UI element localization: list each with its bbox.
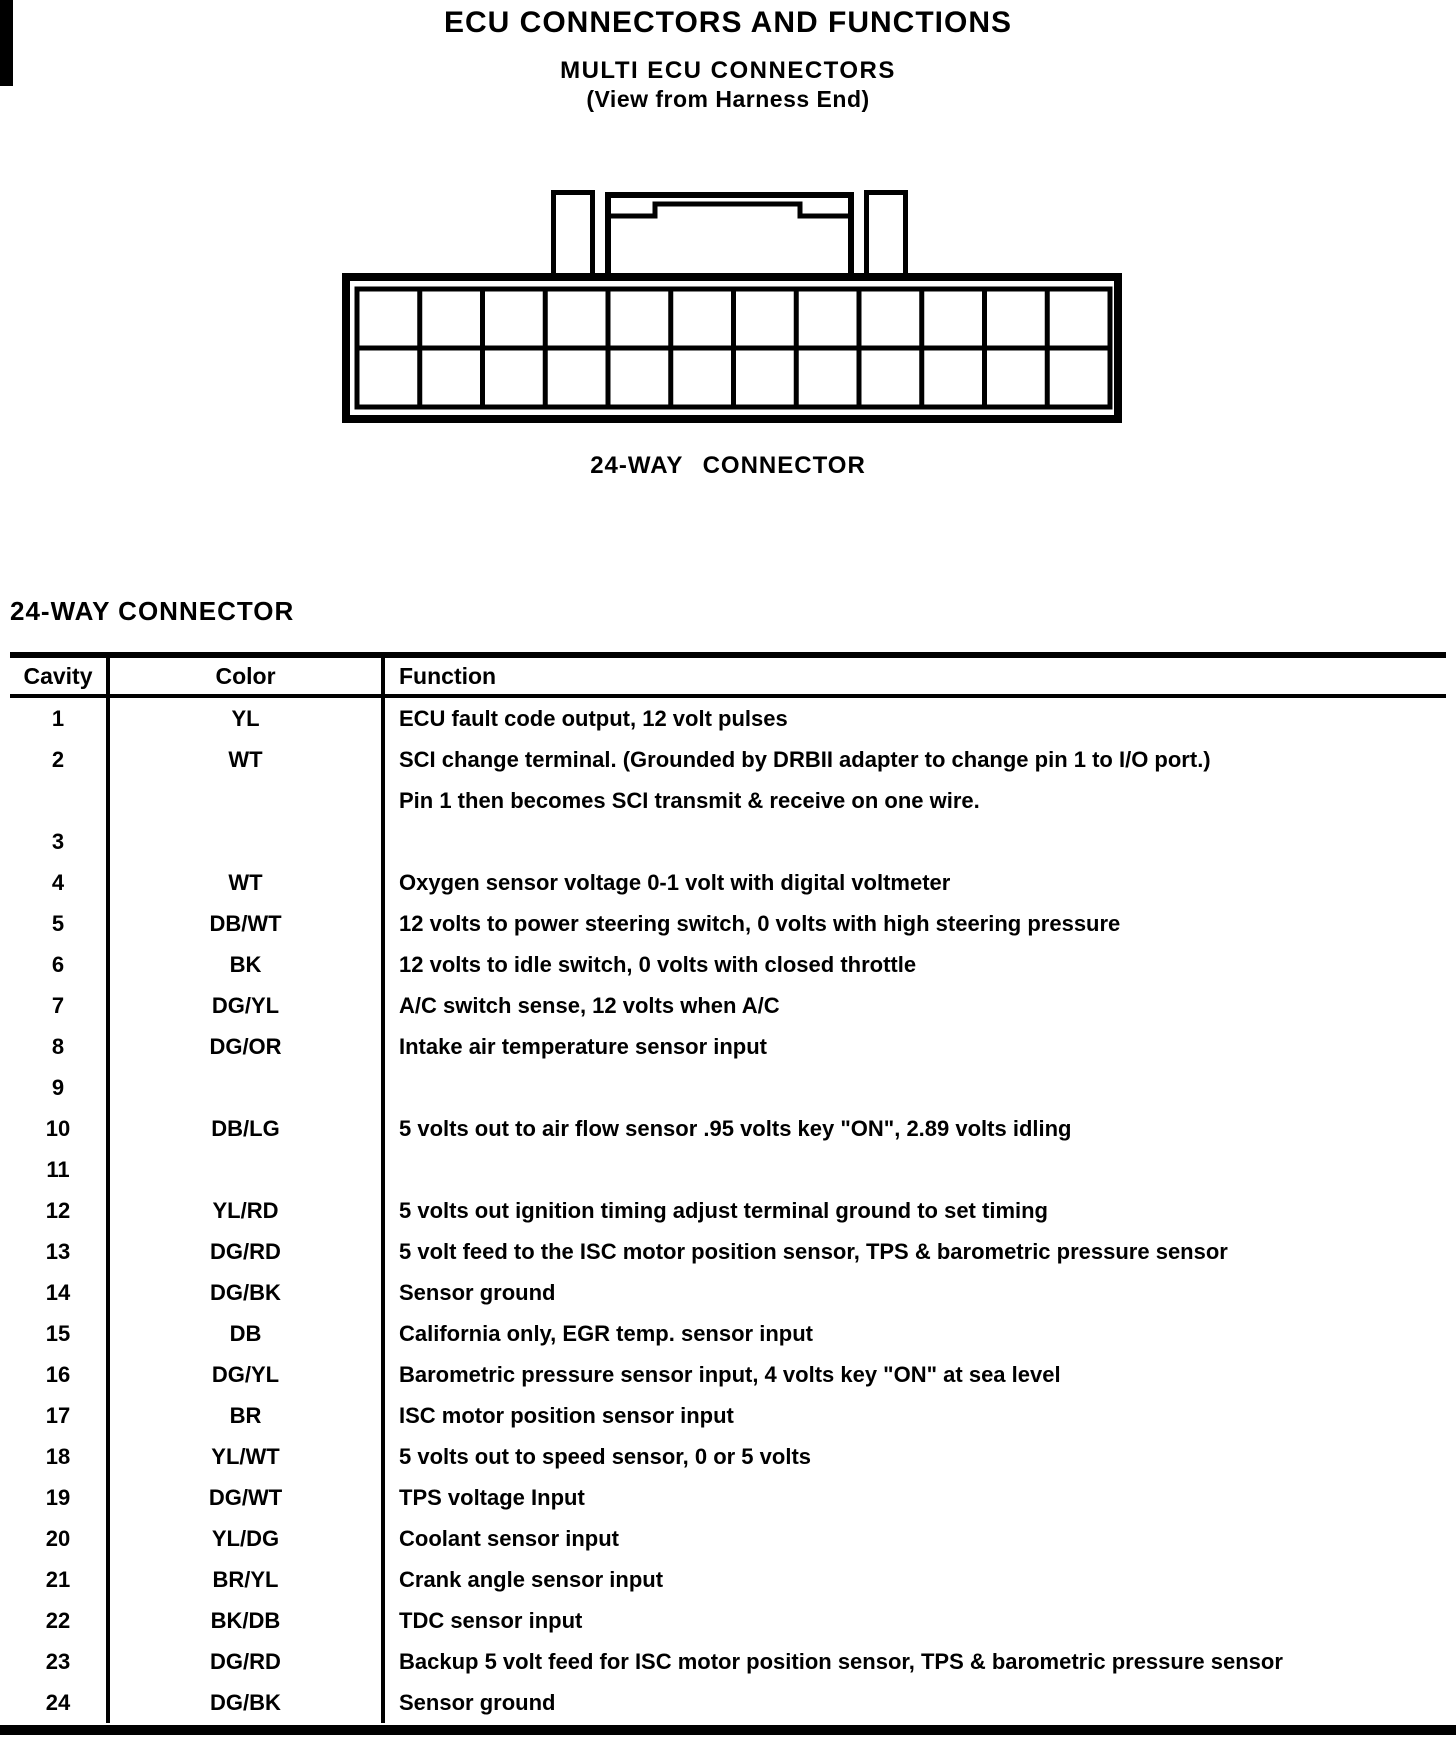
cell-cavity: 13 xyxy=(10,1231,110,1272)
cell-cavity: 5 xyxy=(10,903,110,944)
table-row xyxy=(10,1600,1446,1641)
cell-cavity: 12 xyxy=(10,1190,110,1231)
connector-pinout-table xyxy=(10,652,1446,1723)
page-title: ECU CONNECTORS AND FUNCTIONS xyxy=(443,6,1012,39)
table-row xyxy=(10,821,1446,862)
cell-function: Barometric pressure sensor input, 4 volts key "ON" at sea level xyxy=(399,1361,1061,1387)
cell-color: WT xyxy=(110,739,385,780)
subtitle-line1: MULTI ECU CONNECTORS xyxy=(560,57,896,84)
table-header-row xyxy=(10,658,1446,698)
cell-cavity: 14 xyxy=(10,1272,110,1313)
table-row xyxy=(10,1559,1446,1600)
table-row xyxy=(10,1108,1446,1149)
cell-cavity: 16 xyxy=(10,1354,110,1395)
cell-function: ISC motor position sensor input xyxy=(399,1402,734,1428)
cell-color: BR/YL xyxy=(110,1559,385,1600)
cell-color: BK/DB xyxy=(110,1600,385,1641)
cell-color: DB xyxy=(110,1313,385,1354)
cell-color: DG/BK xyxy=(110,1272,385,1313)
column-header-cavity: Cavity xyxy=(10,658,110,694)
cell-function: Pin 1 then becomes SCI transmit & receive on one wire. xyxy=(399,787,980,813)
table-row xyxy=(10,1026,1446,1067)
cell-function: 5 volts out ignition timing adjust terminal ground to set timing xyxy=(399,1197,1048,1223)
table-row xyxy=(10,1518,1446,1559)
cell-color xyxy=(110,1149,385,1190)
connector-center-tab xyxy=(608,195,851,276)
cell-function xyxy=(385,1149,1446,1190)
cell-function: California only, EGR temp. sensor input xyxy=(399,1320,813,1346)
table-row xyxy=(10,1190,1446,1231)
cell-color: YL/DG xyxy=(110,1518,385,1559)
table-row xyxy=(10,903,1446,944)
table-row xyxy=(10,1313,1446,1354)
section-heading: 24-WAY CONNECTOR xyxy=(10,596,295,626)
cell-cavity: 8 xyxy=(10,1026,110,1067)
cell-color: DG/WT xyxy=(110,1477,385,1518)
table-row xyxy=(10,1272,1446,1313)
cell-color: DG/BK xyxy=(110,1682,385,1723)
table-bottom-border xyxy=(0,1725,1456,1735)
cell-color: DG/OR xyxy=(110,1026,385,1067)
cell-cavity: 17 xyxy=(10,1395,110,1436)
cell-function: Sensor ground xyxy=(399,1689,556,1715)
cell-color: DB/WT xyxy=(110,903,385,944)
cell-color: DG/RD xyxy=(110,1231,385,1272)
connector-left-tab xyxy=(554,193,593,277)
table-row xyxy=(10,1354,1446,1395)
cell-function: Intake air temperature sensor input xyxy=(399,1033,767,1059)
cell-cavity: 9 xyxy=(10,1067,110,1108)
cell-function: 12 volts to power steering switch, 0 volts with high steering pressure xyxy=(399,910,1121,936)
cell-function: 5 volt feed to the ISC motor position sensor, TPS & barometric pressure sensor xyxy=(399,1238,1228,1264)
cell-cavity: 19 xyxy=(10,1477,110,1518)
cell-color: BK xyxy=(110,944,385,985)
cell-function: 5 volts out to speed sensor, 0 or 5 volts xyxy=(399,1443,812,1469)
cell-cavity: 23 xyxy=(10,1641,110,1682)
table-row xyxy=(10,739,1446,780)
cell-color: DG/YL xyxy=(110,1354,385,1395)
cell-color: DB/LG xyxy=(110,1108,385,1149)
table-row xyxy=(10,698,1446,739)
cell-color xyxy=(110,780,385,821)
table-row xyxy=(10,1436,1446,1477)
cell-cavity: 20 xyxy=(10,1518,110,1559)
table-row xyxy=(10,944,1446,985)
table-row xyxy=(10,1149,1446,1190)
cell-color xyxy=(110,1067,385,1108)
cell-function: Oxygen sensor voltage 0-1 volt with digital voltmeter xyxy=(399,869,951,895)
cell-function: Backup 5 volt feed for ISC motor position sensor, TPS & barometric pressure sensor xyxy=(399,1648,1283,1674)
cell-color xyxy=(110,821,385,862)
cell-cavity: 1 xyxy=(10,698,110,739)
table-body xyxy=(10,698,1446,1723)
cell-color: BR xyxy=(110,1395,385,1436)
cell-cavity: 7 xyxy=(10,985,110,1026)
cell-cavity: 6 xyxy=(10,944,110,985)
cell-function: 12 volts to idle switch, 0 volts with closed throttle xyxy=(399,951,917,977)
cell-function: Crank angle sensor input xyxy=(399,1566,664,1592)
table-row xyxy=(10,1641,1446,1682)
cell-cavity: 3 xyxy=(10,821,110,862)
column-header-color: Color xyxy=(110,658,385,694)
table-row xyxy=(10,1231,1446,1272)
cell-cavity: 10 xyxy=(10,1108,110,1149)
connector-right-tab xyxy=(867,193,906,277)
table-row xyxy=(10,985,1446,1026)
column-header-function: Function xyxy=(399,662,497,689)
table-row xyxy=(10,1067,1446,1108)
cell-function: Sensor ground xyxy=(399,1279,556,1305)
cell-cavity: 18 xyxy=(10,1436,110,1477)
subtitle-line2: (View from Harness End) xyxy=(586,86,870,112)
cell-color: YL/WT xyxy=(110,1436,385,1477)
table-row xyxy=(10,862,1446,903)
cell-function: TPS voltage Input xyxy=(399,1484,585,1510)
diagram-caption: 24-WAY CONNECTOR xyxy=(590,452,866,479)
cell-function: ECU fault code output, 12 volt pulses xyxy=(399,705,788,731)
cell-cavity: 4 xyxy=(10,862,110,903)
cell-color: YL xyxy=(110,698,385,739)
cell-function: A/C switch sense, 12 volts when A/C xyxy=(399,992,780,1018)
cell-function xyxy=(385,1067,1446,1108)
cell-color: DG/RD xyxy=(110,1641,385,1682)
cell-color: WT xyxy=(110,862,385,903)
cell-cavity: 11 xyxy=(10,1149,110,1190)
cell-cavity: 21 xyxy=(10,1559,110,1600)
cell-cavity: 22 xyxy=(10,1600,110,1641)
cell-cavity: 15 xyxy=(10,1313,110,1354)
cell-function: SCI change terminal. (Grounded by DRBII adapter to change pin 1 to I/O port.) xyxy=(399,746,1211,772)
table-row xyxy=(10,780,1446,821)
cell-cavity xyxy=(10,780,110,821)
cell-function: Coolant sensor input xyxy=(399,1525,619,1551)
cell-color: YL/RD xyxy=(110,1190,385,1231)
cell-function xyxy=(385,821,1446,862)
cell-function: 5 volts out to air flow sensor .95 volts key "ON", 2.89 volts idling xyxy=(399,1115,1072,1141)
cell-cavity: 24 xyxy=(10,1682,110,1723)
cell-cavity: 2 xyxy=(10,739,110,780)
table-row xyxy=(10,1477,1446,1518)
cell-function: TDC sensor input xyxy=(399,1607,583,1633)
table-row xyxy=(10,1395,1446,1436)
table-row xyxy=(10,1682,1446,1723)
cell-color: DG/YL xyxy=(110,985,385,1026)
connector-diagram xyxy=(340,185,1124,427)
